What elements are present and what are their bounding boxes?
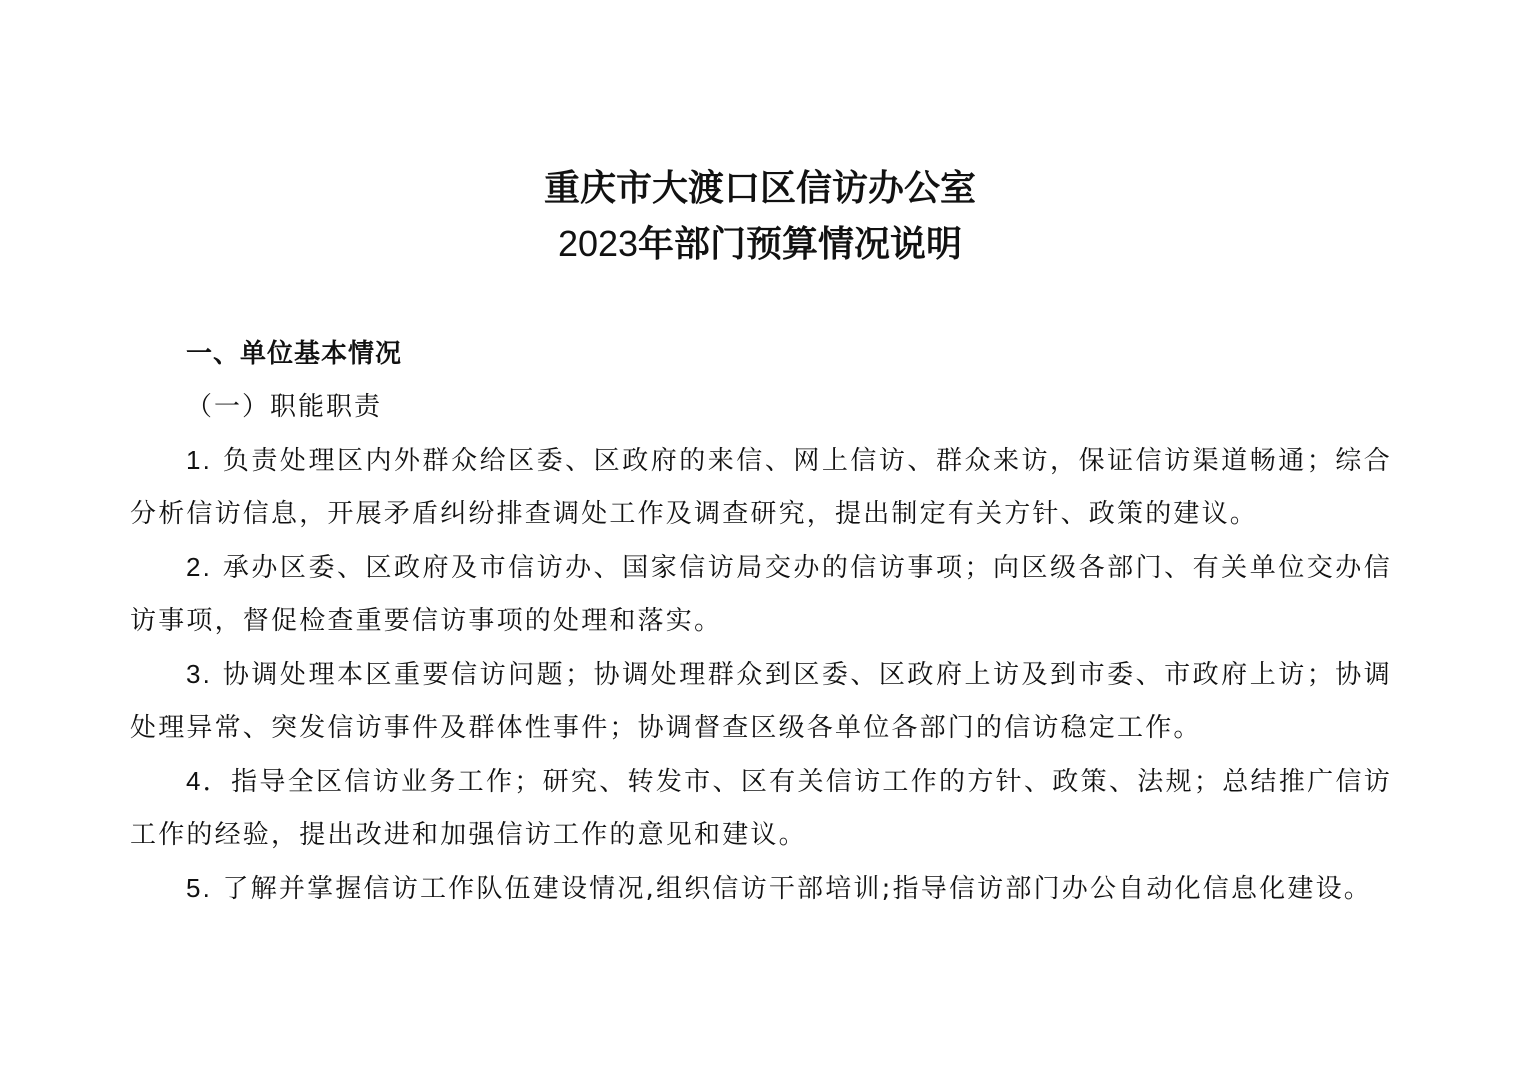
duty-item-number: 5. bbox=[186, 873, 213, 903]
title-year: 2023 bbox=[557, 223, 639, 264]
document-body bbox=[130, 328, 1392, 916]
duty-item-text: 协调处理本区重要信访问题；协调处理群众到区委、区政府上访及到市委、市政府上访；协调处理异常、突发信访事件及群体性事件；协调督查区级各单位各部门的信访稳定工作。 bbox=[130, 660, 1392, 743]
duty-item-5 bbox=[130, 862, 1392, 916]
title-line-1: 重庆市大渡口区信访办公室 bbox=[543, 167, 976, 209]
duty-item-text: 了解并掌握信访工作队伍建设情况,组织信访干部培训;指导信访部门办公自动化信息化建设。 bbox=[212, 874, 1372, 904]
duty-item-3 bbox=[130, 648, 1392, 755]
duty-item-number: 1. bbox=[186, 445, 213, 475]
section-heading: 一、单位基本情况 bbox=[186, 339, 403, 369]
duty-item-text: 负责处理区内外群众给区委、区政府的来信、网上信访、群众来访，保证信访渠道畅通；综合分析信访信息，开展矛盾纠纷排查调处工作及调查研究，提出制定有关方针、政策的建议。 bbox=[130, 446, 1392, 529]
duty-item-text: ．指导全区信访业务工作；研究、转发市、区有关信访工作的方针、政策、法规；总结推广信访工作的经验，提出改进和加强信访工作的意见和建议。 bbox=[130, 767, 1392, 850]
duty-item-number: 4 bbox=[186, 766, 203, 796]
title-line-2-text: 年部门预算情况说明 bbox=[638, 223, 963, 265]
duty-item-2 bbox=[130, 541, 1392, 648]
duty-item-4 bbox=[130, 755, 1392, 862]
document-title bbox=[0, 160, 1520, 272]
duty-item-text: 承办区委、区政府及市信访办、国家信访局交办的信访事项；向区级各部门、有关单位交办信访事项，督促检查重要信访事项的处理和落实。 bbox=[130, 553, 1392, 636]
duty-item-1 bbox=[130, 434, 1392, 541]
duty-item-number: 3. bbox=[186, 659, 213, 689]
subsection-heading: （一）职能职责 bbox=[186, 392, 383, 422]
duty-item-number: 2. bbox=[186, 552, 213, 582]
title-line-2 bbox=[0, 216, 1520, 272]
